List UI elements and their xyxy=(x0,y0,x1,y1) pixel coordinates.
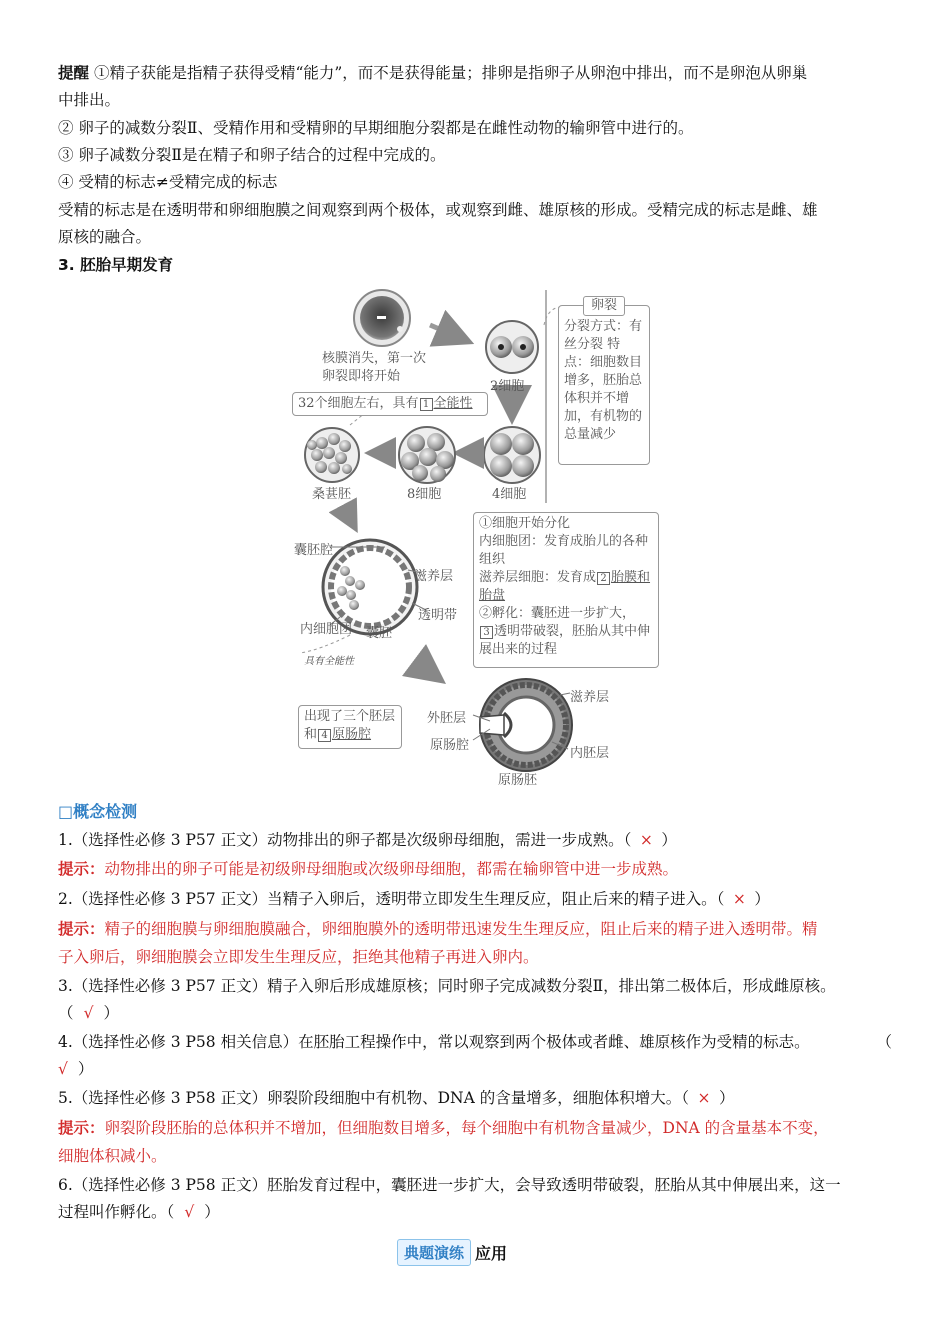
blast-info-5 xyxy=(479,623,653,659)
hint-2-text-a: 精子的细胞膜与卵细胞膜融合，卵细胞膜外的透明带迅速发生生理反应，阻止后来的精子进入透明带。精 xyxy=(104,920,818,938)
reminder-text-1b: 中排出。 xyxy=(58,91,121,109)
eight-cell-icon xyxy=(399,427,455,483)
section-title: 3. 胚胎早期发育 xyxy=(58,256,174,274)
q1-mark: × xyxy=(639,831,653,849)
blast-info-1: ①细胞开始分化 xyxy=(479,516,571,531)
q4-close: ） xyxy=(77,1060,94,1078)
gastrula-label: 原肠胚 xyxy=(498,773,538,788)
q3-text: 3.（选择性必修 3 P57 正文）精子入卵后形成雄原核；同时卵子完成减数分裂Ⅱ，排出第二极体后，形成雌原核。 xyxy=(58,977,836,995)
gastrula-trophoblast-label: 滋养层 xyxy=(570,690,610,705)
blast-info-2: 内细胞团：发育成胎儿的各种组织 xyxy=(479,534,649,567)
banner-boxed-text: 典题演练 xyxy=(397,1239,471,1266)
totipotency-word: 全能性 xyxy=(433,396,473,411)
blast-info-4: ②孵化：囊胚进一步扩大， xyxy=(479,606,636,621)
hint-5-label: 提示： xyxy=(58,1119,105,1137)
q1-text: 1.（选择性必修 3 P57 正文）动物排出的卵子都是次级卵母细胞，需进一步成熟。（ xyxy=(58,831,632,849)
arrow-to-blastocyst xyxy=(346,511,354,526)
concept-heading: □概念检测 xyxy=(58,802,138,821)
blast-info-3a: 滋养层细胞：发育成 xyxy=(479,570,597,585)
q5-mark: × xyxy=(697,1089,711,1107)
handwritten-note: 具有全能性 xyxy=(304,656,354,667)
reminder-text-5b: 原核的融合。 xyxy=(58,228,152,246)
reminder-line-1 xyxy=(58,62,892,84)
reminder-text-4: ④ 受精的标志≠受精完成的标志 xyxy=(58,173,278,191)
morula-icon xyxy=(305,428,359,482)
q4-answer xyxy=(58,1058,892,1080)
q6-line-b xyxy=(58,1201,892,1223)
zygote-caption-1: 核膜消失，第一次 xyxy=(322,351,427,366)
hint-2-text-b: 子入卵后，卵细胞膜会立即发生生理反应，拒绝其他精子再进入卵内。 xyxy=(58,948,539,966)
question-1 xyxy=(58,829,892,851)
totipotency-num: 1 xyxy=(420,398,433,411)
q4-open: （ xyxy=(876,1033,892,1051)
two-cell-label: 2细胞 xyxy=(490,379,525,394)
morula-label: 桑葚胚 xyxy=(312,487,352,502)
hint-2-label: 提示： xyxy=(58,920,105,938)
arrow-to-2cell xyxy=(430,325,465,340)
question-2 xyxy=(58,888,892,910)
reminder-label: 提醒 xyxy=(58,64,90,82)
cleavage-text: 分裂方式：有丝分裂 特点：细胞数目增多，胚胎总体积并不增加，有机物的总量减少 xyxy=(564,319,643,442)
q6-text-b: 过程叫作孵化。（ xyxy=(58,1203,175,1221)
arrow-to-gastrula xyxy=(418,663,438,678)
reminder-text-1a: ①精子获能是指精子获得受精“能力”，而不是获得能量；排卵是指卵子从卵泡中排出，而不是卵泡从卵巢 xyxy=(93,64,808,82)
q2-text: 2.（选择性必修 3 P57 正文）当精子入卵后，透明带立即发生生理反应，阻止后来的精子进入。（ xyxy=(58,890,725,908)
cleavage-box xyxy=(558,298,650,465)
ectoderm-label: 外胚层 xyxy=(427,711,467,726)
hint-5-text-a: 卵裂阶段胚胎的总体积并不增加，但细胞数目增多，每个细胞中有机物含量减少，DNA 的含量基本不变， xyxy=(104,1119,829,1137)
hint-2a xyxy=(58,918,892,940)
section-banner xyxy=(397,1238,507,1266)
gastrula-box-a: 出现了三个胚层和 xyxy=(304,709,396,742)
reminder-text-2: ② 卵子的减数分裂Ⅱ、受精作用和受精卵的早期细胞分裂都是在雌性动物的输卵管中进行的。 xyxy=(58,119,694,137)
hint-1-text: 动物排出的卵子可能是初级卵母细胞或次级卵母细胞，都需在输卵管中进一步成熟。 xyxy=(104,860,679,878)
q3-open: （ xyxy=(58,1004,74,1022)
archenteron-label: 原肠腔 xyxy=(430,738,470,753)
q3-close: ） xyxy=(103,1004,120,1022)
blastocyst-label: 囊胚 xyxy=(366,626,393,641)
gastrula-box xyxy=(298,705,402,749)
totipotency-text: 32个细胞左右，具有 xyxy=(298,396,419,411)
blast-info-5-text: 透明带破裂，胚胎从其中伸展出来的过程 xyxy=(479,624,651,657)
zygote-icon xyxy=(354,290,410,346)
gastrula-box-num: 4 xyxy=(318,729,331,742)
q4-mark: √ xyxy=(58,1060,68,1078)
q6-text-a: 6.（选择性必修 3 P58 正文）胚胎发育过程中，囊胚进一步扩大，会导致透明带破裂，胚胎从其中伸展出来，这一 xyxy=(58,1176,841,1194)
gastrula-box-b: 原肠腔 xyxy=(332,727,372,742)
four-cell-icon xyxy=(484,427,540,483)
trophoblast-label: 滋养层 xyxy=(414,569,454,584)
two-cell-icon xyxy=(486,321,538,373)
gastrula-icon xyxy=(480,679,572,771)
q5-text: 5.（选择性必修 3 P58 正文）卵裂阶段细胞中有机物、DNA 的含量增多，细胞体积增大。（ xyxy=(58,1089,689,1107)
question-5 xyxy=(58,1087,892,1109)
hint-1 xyxy=(58,858,892,880)
blastocyst-info-box xyxy=(473,512,659,668)
zona-label: 透明带 xyxy=(418,608,458,623)
icm-label: 内细胞团 xyxy=(300,622,353,637)
four-cell-label: 4细胞 xyxy=(492,487,527,502)
blast-info-3b: 胎膜和胎盘 xyxy=(479,570,651,603)
q2-close: ） xyxy=(754,890,770,908)
endoderm-label: 内胚层 xyxy=(570,746,610,761)
totipotency-box xyxy=(292,392,488,416)
zygote-caption-2: 卵裂即将开始 xyxy=(322,369,401,384)
embryo-development-diagram xyxy=(290,285,670,790)
reminder-text-5a: 受精的标志是在透明带和卵细胞膜之间观察到两个极体，或观察到雌、雄原核的形成。受精完成的标志是雌、雄 xyxy=(58,201,818,219)
hint-5a xyxy=(58,1117,892,1139)
q4-text: 4.（选择性必修 3 P58 相关信息）在胚胎工程操作中，常以观察到两个极体或者雌、雄原核作为受精的标志。 xyxy=(58,1033,810,1051)
q3-mark: √ xyxy=(83,1004,94,1022)
q3-answer xyxy=(58,1002,892,1024)
eight-cell-label: 8细胞 xyxy=(407,487,442,502)
q5-close: ） xyxy=(718,1089,735,1107)
q1-close: ） xyxy=(661,831,677,849)
blast-info-3-num: 2 xyxy=(597,572,610,585)
banner-tail-text: 应用 xyxy=(475,1243,508,1263)
q2-mark: × xyxy=(732,890,746,908)
blast-info-3 xyxy=(479,569,653,605)
blast-info-5-num: 3 xyxy=(480,626,493,639)
hint-1-label: 提示： xyxy=(58,860,105,878)
hint-5-text-b: 细胞体积减小。 xyxy=(58,1147,167,1165)
reminder-text-3: ③ 卵子减数分裂Ⅱ是在精子和卵子结合的过程中完成的。 xyxy=(58,146,446,164)
question-4 xyxy=(58,1031,892,1053)
q6-mark: √ xyxy=(184,1203,195,1221)
q6-close: ） xyxy=(204,1203,220,1221)
cleavage-title: 卵裂 xyxy=(583,296,625,316)
blastocoel-label: 囊胚腔 xyxy=(294,543,334,558)
